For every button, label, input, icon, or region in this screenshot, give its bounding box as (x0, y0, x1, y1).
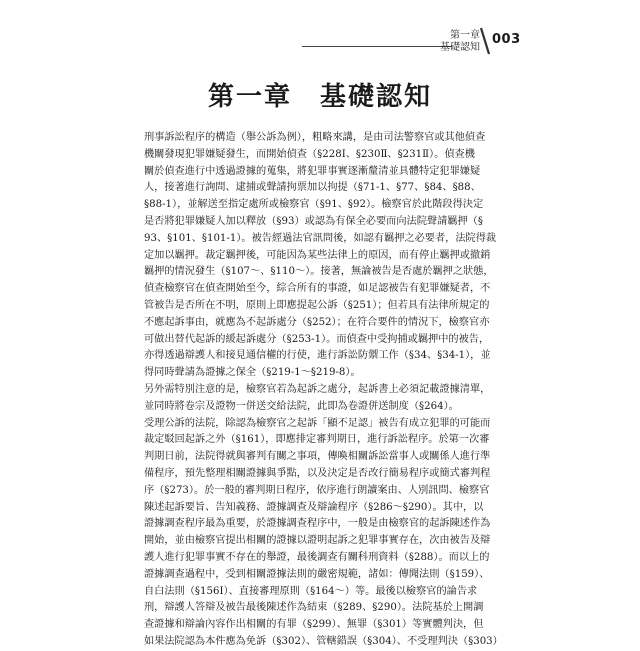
body-line: 裁定駁回起訴之外（§161），即應排定審判期日，進行訴訟程序。於第一次審 (144, 434, 490, 446)
body-line: 序（§273）。於一般的審判期日程序，依序進行朗讀案由、人別訊問、檢察官 (144, 484, 490, 496)
body-line: 機關發現犯罪嫌疑發生，而開始偵查（§228Ⅰ、§230Ⅱ、§231Ⅱ）。偵查機 (144, 148, 475, 160)
body-line: 護人進行犯罪事實不存在的舉證，最後調查有關科刑資料（§288）。而以上的 (144, 551, 490, 563)
chapter-title: 第一章 基礎認知 (207, 82, 432, 112)
body-line: 得同時聲請為證據之保全（§219-1～§219-8）。 (144, 367, 361, 379)
body-line: 自白法則（§156Ⅰ）、直接審理原則（§164～）等。最後以檢察官的論告求 (144, 585, 478, 597)
body-line: 可做出替代起訴的緩起訴處分（§253-1）。而偵查中受拘捕或羈押中的被告， (144, 333, 490, 345)
body-line: 判期日前，法院得就與審判有關之事項，傳喚相關訴訟當事人或關係人進行準 (144, 451, 491, 463)
body-line: 另外需特別注意的是，檢察官若為起訴之處分，起訴書上必須記載證據清單， (144, 383, 491, 395)
body-line: 是否將犯罪嫌疑人加以釋放（§93）或認為有保全必要而向法院聲請羈押（§ (144, 215, 483, 227)
body-line: 羈押的情況發生（§107～、§110～）。接著，無論被告是否處於羈押之狀態， (144, 266, 494, 278)
body-line: §88-1），並解送至指定處所或檢察官（§91、§92）。檢察官於此階段得決定 (144, 199, 484, 211)
body-line: 查證據和辯論內容作出相關的有罪（§299）、無罪（§301）等實體判決，但 (144, 619, 484, 631)
body-line: 證據調查過程中，受到相關證據法則的嚴密規範，諸如：傳聞法則（§159）、 (144, 568, 490, 580)
page-number: 003 (492, 32, 521, 47)
body-line: 關於偵查進行中透過證據的蒐集，將犯罪事實逐漸釐清並具體特定犯罪嫌疑 (144, 165, 481, 177)
running-header (420, 30, 480, 54)
body-line: 刑，辯護人答辯及被告最後陳述作為結束（§289、§290）。法院基於上開調 (144, 602, 484, 614)
body-line: 如果法院認為本件應為免訴（§302）、管轄錯誤（§304）、不受理判決（§303） (144, 635, 503, 647)
header-chapter-label: 第一章 (450, 30, 480, 41)
body-line: 不應起訴事由，就應為不起訴處分（§252）；在符合要件的情況下，檢察官亦 (144, 316, 490, 328)
body-line: 陳述起訴要旨、告知義務、證據調查及辯論程序（§286～§290）。其中，以 (144, 501, 484, 513)
header-chapter-subtitle: 基礎認知 (440, 42, 480, 53)
body-line: 定加以羈押。裁定羈押後，可能因為某些法律上的原因，而有停止羈押或撤銷 (144, 249, 491, 261)
body-line: 受理公訴的法院，除認為檢察官之起訴「顯不足認」被告有成立犯罪的可能而 (144, 417, 491, 429)
body-line: 亦得透過辯護人和接見通信權的行使，進行訴訟防禦工作（§34、§34-1），並 (144, 350, 491, 362)
body-line: 證據調查程序最為重要，於證據調查程序中，一般是由檢察官的起訴陳述作為 (144, 518, 491, 530)
body-line: 並同時將卷宗及證物一併送交給法院，此即為卷證併送制度（§264）。 (144, 400, 459, 412)
body-line: 備程序，預先整理相關證據與爭點，以及決定是否改行簡易程序或簡式審判程 (144, 467, 491, 479)
body-text (144, 130, 516, 651)
body-line: 刑事訴訟程序的構造（舉公訴為例），粗略來講，是由司法警察官或其他偵查 (144, 132, 486, 143)
body-line: 開始，並由檢察官提出相關的證據以證明起訴之犯罪事實存在，次由被告及辯 (144, 535, 491, 547)
body-line: 偵查檢察官在偵查開始至今，綜合所有的事證，如足認被告有犯罪嫌疑者，不 (144, 283, 491, 295)
body-line: 93、§101、§101-1）。被告經過法官訊問後，如認有羈押之必要者，法院得裁 (144, 232, 497, 244)
body-line: 管被告是否所在不明，原則上即應提起公訴（§251）；但若具有法律所規定的 (144, 299, 490, 311)
body-line: 人，接著進行詢問、逮捕或聲請拘票加以拘提（§71-1、§77、§84、§88、 (144, 182, 481, 194)
